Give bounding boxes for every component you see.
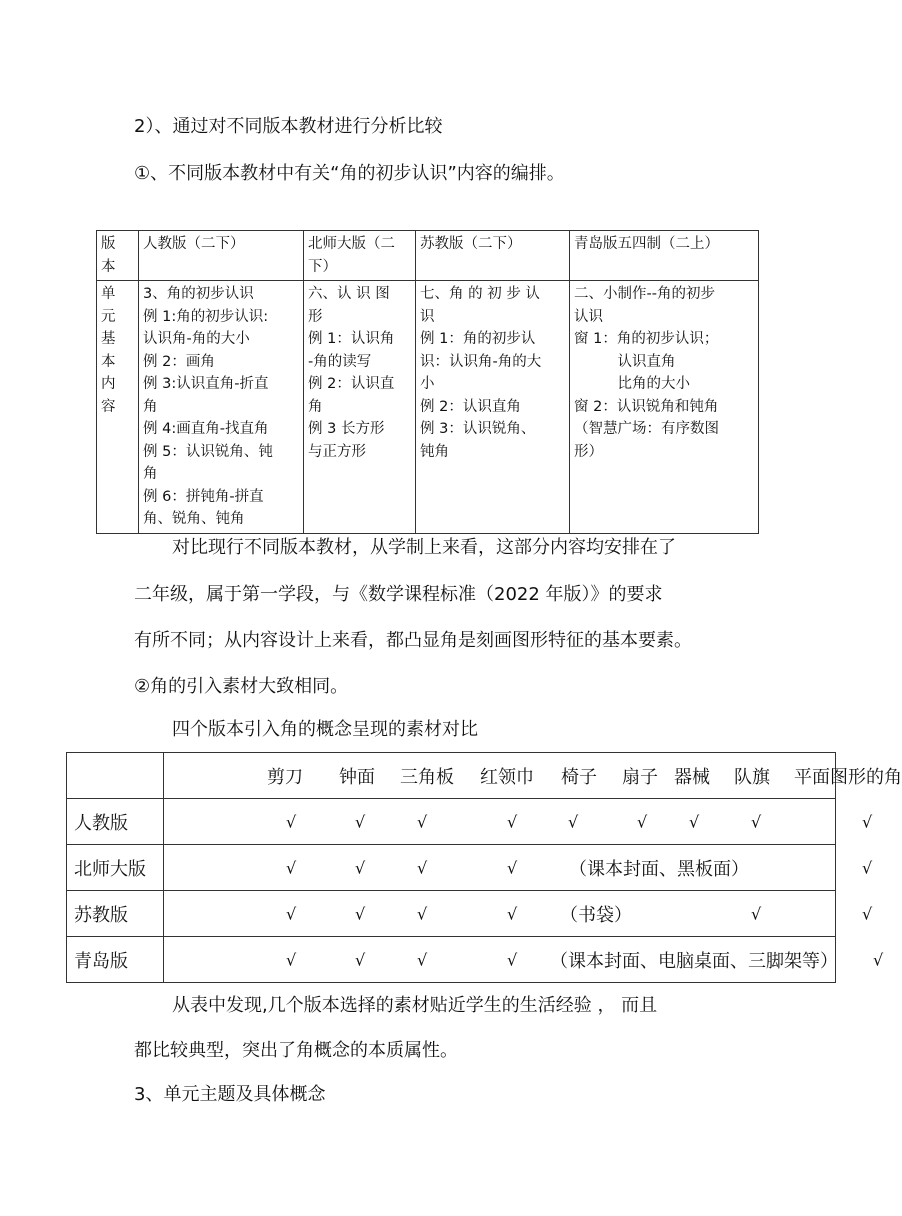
table-cell-version — [416, 231, 570, 281]
table-cell-version — [139, 231, 304, 281]
check-mark: √ — [507, 950, 518, 969]
cell-line: 角 — [143, 398, 158, 415]
check-mark: √ — [507, 858, 518, 877]
cell-line: 北师大版（二 — [308, 236, 395, 252]
paragraph-line: 都比较典型，突出了角概念的本质属性。 — [134, 1040, 458, 1061]
cell-line: -角的读写 — [308, 353, 372, 370]
cell-line: 识 — [420, 308, 435, 325]
cell-line: 认识 — [574, 308, 603, 325]
textbook-comparison-table — [96, 230, 759, 534]
cell-line: 窗 1：角的初步认识； — [574, 331, 719, 347]
row-header: 北师大版 — [67, 845, 164, 891]
check-mark: √ — [286, 812, 297, 831]
cell-line: 例 2：画角 — [143, 353, 215, 370]
row-header: 青岛版 — [67, 937, 164, 983]
check-mark: √ — [286, 904, 297, 923]
column-header: 平面图形的角 — [794, 766, 902, 788]
cell-line: 下） — [308, 258, 337, 275]
check-mark: √ — [862, 904, 873, 923]
column-header: 器械 — [674, 766, 710, 788]
cell-line: 基 — [101, 331, 116, 347]
cell-line: 小 — [420, 376, 435, 392]
table-cell-content — [139, 281, 304, 534]
cell-line: 本 — [101, 353, 116, 370]
row-checks — [164, 937, 884, 983]
check-mark: √ — [286, 858, 297, 877]
table-row — [67, 937, 836, 983]
check-mark: √ — [751, 812, 762, 831]
row-header: 苏教版 — [67, 891, 164, 937]
cell-line: 比角的大小 — [574, 376, 690, 392]
column-header: 红领巾 — [480, 766, 534, 788]
cell-line: 例 4:画直角-找直角 — [143, 421, 269, 437]
table-row — [67, 891, 836, 937]
material-comparison-table — [66, 752, 902, 983]
cell-line: 元 — [101, 308, 116, 325]
check-mark: √ — [355, 904, 366, 923]
row-header: 人教版 — [67, 799, 164, 845]
cell-line: 识：认识角-角的大 — [420, 353, 542, 370]
cell-line: 六、认 识 图 — [308, 286, 390, 302]
cell-line: 例 3:认识直角-折直 — [143, 376, 269, 392]
cell-line: 3、角的初步认识 — [143, 286, 254, 302]
cell-line: 内 — [101, 376, 116, 392]
check-mark: √ — [355, 950, 366, 969]
check-mark: √ — [862, 858, 873, 877]
table-row — [67, 753, 836, 799]
cell-line: 青岛版五四制（二上） — [574, 236, 719, 252]
table-cell-version-label — [97, 231, 139, 281]
cell-line: （智慧广场：有序数图 — [574, 421, 719, 437]
check-mark: √ — [417, 950, 428, 969]
row-checks — [164, 891, 873, 937]
check-mark: √ — [355, 858, 366, 877]
cell-line: 例 3 长方形 — [308, 421, 385, 437]
cell-line: 七、角 的 初 步 认 — [420, 286, 540, 302]
cell-line: 与正方形 — [308, 443, 366, 460]
check-mark: √ — [286, 950, 297, 969]
check-mark: √ — [637, 812, 648, 831]
row-note: （书袋） — [560, 904, 632, 926]
cell-line: 形 — [308, 308, 323, 325]
table-row — [67, 845, 836, 891]
subsection-heading-2: ②角的引入素材大致相同。 — [134, 676, 349, 697]
section-heading-2: 2）、通过对不同版本教材进行分析比较 — [134, 116, 443, 137]
cell-line: 例 2：认识直角 — [420, 398, 521, 415]
cell-line: 例 1：认识角 — [308, 331, 395, 347]
subsection-heading-1: ①、不同版本教材中有关“角的初步认识”内容的编排。 — [134, 163, 565, 184]
cell-line: 认识角-角的大小 — [143, 331, 250, 347]
table-row — [67, 799, 836, 845]
table-caption: 四个版本引入角的概念呈现的素材对比 — [172, 719, 478, 740]
column-header: 椅子 — [561, 766, 597, 788]
column-header: 剪刀 — [267, 766, 303, 788]
row-note: （课本封面、电脑桌面、三脚架等） — [550, 950, 838, 972]
table-cell-content — [570, 281, 759, 534]
check-mark: √ — [355, 812, 366, 831]
check-mark: √ — [417, 904, 428, 923]
cell-line: 版 — [101, 236, 116, 252]
check-mark: √ — [417, 812, 428, 831]
check-mark: √ — [568, 812, 579, 831]
check-mark: √ — [689, 812, 700, 831]
row-checks — [164, 799, 873, 845]
column-header: 队旗 — [734, 766, 770, 788]
column-header: 扇子 — [622, 766, 658, 788]
row-checks — [164, 845, 873, 891]
check-mark: √ — [873, 950, 884, 969]
check-mark: √ — [417, 858, 428, 877]
table-cell-content — [416, 281, 570, 534]
table-row — [97, 281, 759, 534]
cell-line: 认识直角 — [574, 353, 676, 370]
cell-line: 角 — [308, 398, 323, 415]
check-mark: √ — [862, 812, 873, 831]
table-corner-cell — [67, 753, 164, 799]
section-heading-3: 3、单元主题及具体概念 — [134, 1084, 326, 1105]
cell-line: 角 — [143, 466, 158, 482]
row-note: （课本封面、黑板面） — [569, 858, 749, 880]
table-row — [97, 231, 759, 281]
cell-line: 窗 2：认识锐角和钝角 — [574, 398, 719, 415]
paragraph-line: 二年级，属于第一学段，与《数学课程标准（2022 年版）》的要求 — [134, 584, 663, 605]
check-mark: √ — [751, 904, 762, 923]
cell-line: 苏教版（二下） — [420, 236, 522, 252]
paragraph-line: 从表中发现,几个版本选择的素材贴近学生的生活经验 ， 而且 — [172, 995, 658, 1016]
column-header: 三角板 — [400, 766, 454, 788]
cell-line: 例 1：角的初步认 — [420, 331, 536, 347]
cell-line: 人教版（二下） — [143, 236, 245, 252]
cell-line: 钝角 — [420, 443, 449, 460]
cell-line: 角、锐角、钝角 — [143, 511, 245, 527]
cell-line: 二、小制作--角的初步 — [574, 286, 715, 302]
cell-line: 例 1:角的初步认识: — [143, 308, 269, 325]
cell-line: 例 2：认识直 — [308, 376, 395, 392]
cell-line: 例 6：拼钝角-拼直 — [143, 488, 264, 505]
cell-line: 容 — [101, 398, 116, 415]
cell-line: 形） — [574, 443, 603, 460]
cell-line: 单 — [101, 286, 116, 302]
cell-line: 本 — [101, 258, 116, 275]
table-cell-content — [304, 281, 416, 534]
table-cell-version — [304, 231, 416, 281]
column-header: 钟面 — [339, 766, 375, 788]
table-cell-version — [570, 231, 759, 281]
cell-line: 例 3：认识锐角、 — [420, 421, 536, 437]
check-mark: √ — [507, 904, 518, 923]
table-header-cell — [164, 753, 902, 799]
table-cell-content-label — [97, 281, 139, 534]
paragraph-line: 有所不同；从内容设计上来看，都凸显角是刻画图形特征的基本要素。 — [134, 630, 692, 651]
check-mark: √ — [507, 812, 518, 831]
paragraph-line: 对比现行不同版本教材，从学制上来看，这部分内容均安排在了 — [172, 537, 676, 558]
cell-line: 例 5：认识锐角、钝 — [143, 443, 273, 460]
